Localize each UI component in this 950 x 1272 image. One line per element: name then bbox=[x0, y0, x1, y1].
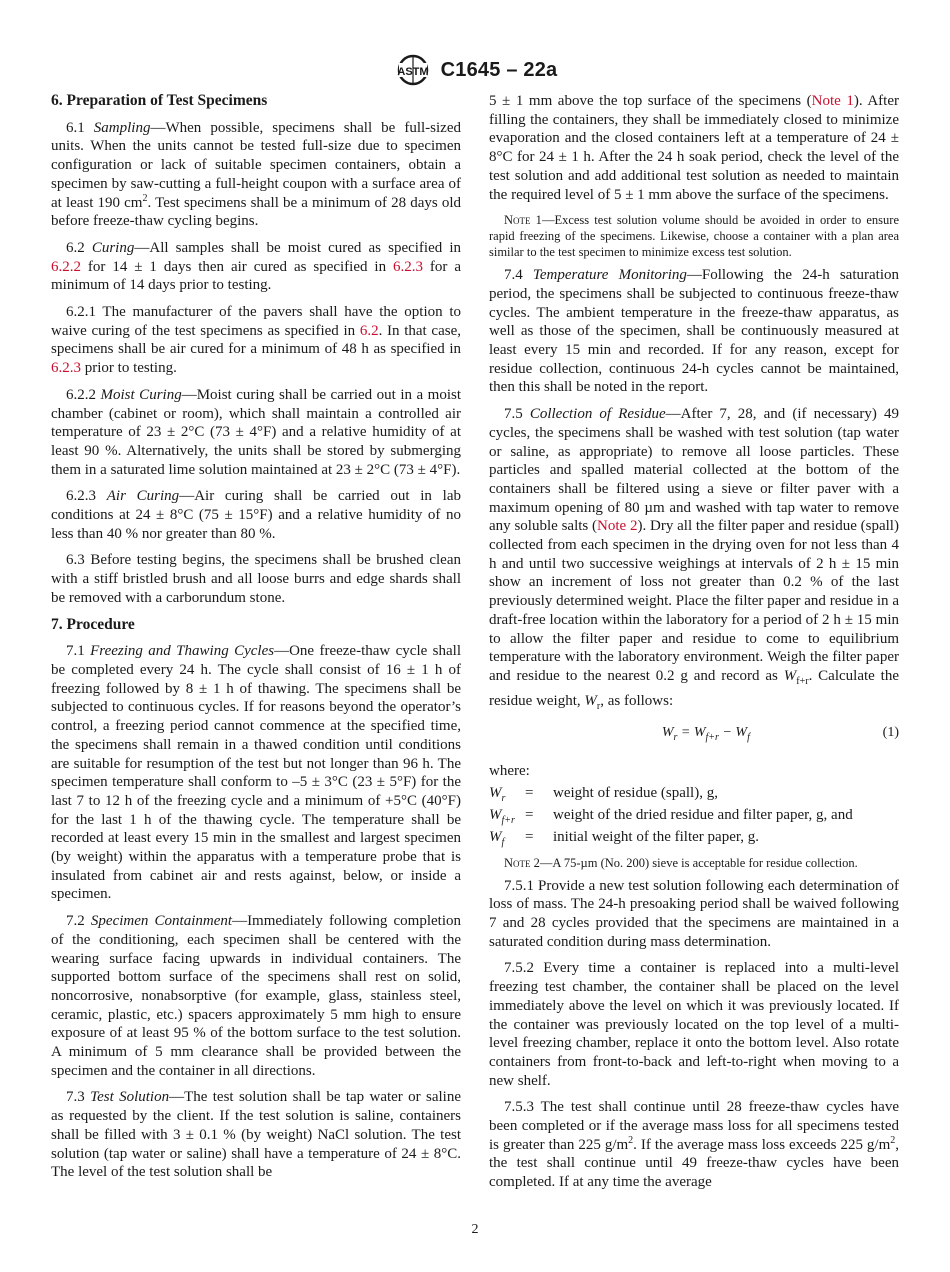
link-note-2[interactable]: Note 2 bbox=[597, 518, 638, 535]
left-column bbox=[51, 92, 461, 1190]
para-7-5-1: 7.5.1 Provide a new test solution following each determination of loss of mass. The 24-h presoaking period shall be waived following 7 and 28 cycles provided that the specimens are maintained in a saturated condition during mass determination. bbox=[489, 877, 899, 950]
svg-text:ASTM: ASTM bbox=[397, 66, 429, 78]
para-6-1: 6.1 Sampling—When possible, specimens shall be full-sized units. When the units cannot be tested full-size due to specimen configuration or lack of suitable specimen containers, obtain a specimen by saw-cutting a full-height coupon with a surface area of at least 190 $cm^2$. Test specimens shall be a minimum of 28 days old before freeze-thaw cycling begins. bbox=[51, 119, 462, 230]
definition-row: $W_{f+r}$ = weight of the dried residue and filter paper, g, and bbox=[489, 806, 853, 826]
para-6-2-3: 6.2.3 Air Curing—Air curing shall be carried out in lab conditions at 24 ± 8°C (75 ± 15°F) and a relative humidity of no less than 40 % nor greater than 80 %. bbox=[51, 488, 461, 542]
standard-code: C1645 – 22a bbox=[440, 58, 558, 81]
para-6-2: 6.2 Curing—All samples shall be moist cured as specified in 6.2.2 for 14 ± 1 days then air cured as specified in 6.2.3 for a minimum of 14 days prior to testing. bbox=[51, 239, 462, 294]
page-number: 2 bbox=[471, 1222, 479, 1237]
para-7-1: 7.1 Freezing and Thawing Cycles—One freeze-thaw cycle shall be completed every 24 h. The cycle shall consist of 16 ± 1 h of freezing followed by 8 ± 1 h of thawing. The specimens shall be subjected to continuous cycles. If for reasons beyond the operator’s control, a freezing period cannot commence at the specified time, the specimens shall remain in a thawed condition until conditions are suitable for resumption of the test but not longer than 96 h. The specimen temperature shall conform to –5 ± 3°C (23 ± 5°F) for the last 7 to 12 h of the freezing cycle and a minimum of +5°C (40°F) for the last 1 h of the thawing cycle. The temperature shall be recorded at least every 15 min in the smallest and largest specimen (by weight) within the apparatus with a temperature probe that is insulated from cabinet air and rests against, below, or inside a specimen. bbox=[51, 643, 461, 903]
astm-logo-icon bbox=[393, 52, 433, 88]
note-2: Note 2—A 75-µm (No. 200) sieve is acceptable for residue collection. bbox=[504, 855, 858, 870]
link-6-2[interactable]: 6.2 bbox=[359, 322, 379, 339]
link-note-1[interactable]: Note 1 bbox=[811, 93, 854, 109]
para-7-5-2: 7.5.2 Every time a container is replaced into a multi-level freezing test chamber, the container shall be placed on the level immediately above the level on which it was previously located. If the container was previously located on the top level of a multi-level freezing chamber, replace it onto the bottom level. Also rotate containers from front-to-back and left-to-right when moving to a new shelf. bbox=[489, 960, 899, 1089]
equation-1: $W_r = W_{f+r} - W_f$ (1) bbox=[489, 724, 899, 748]
page-header bbox=[0, 52, 950, 88]
para-7-5-3: 7.5.3 The test shall continue until 28 freeze-thaw cycles have been completed or if the average mass loss for all specimens tested is greater than 225 $g/m^2$. If the average mass loss exceeds 225 $g/m^2$, the test shall continue until 49 freeze-thaw cycles have been completed. If at any time the average bbox=[489, 1099, 899, 1191]
para-7-3-continued: 5 ± 1 mm above the top surface of the specimens (Note 1). After filling the containers, they shall be immediately closed to minimize evaporation and the closed containers left at a temperature of 24 ± 8°C for 24 ± 1 h. After the 24 h soak period, check the level of the test solution and add additional test solution as needed to maintain the required level of 5 ± 1 mm above the surface of the specimens. bbox=[489, 93, 899, 203]
where-label: where: bbox=[489, 762, 530, 779]
para-7-4: 7.4 Temperature Monitoring—Following the 24-h saturation period, the specimens shall be subjected to continuous freeze-thaw cycles. The ambient temperature in the freeze-thaw apparatus, as well as those of the specimen, shall be continuously measured at least every 15 min and recorded. If for any reason, except for residue collection, continuous 24-h cycles cannot be maintained, then this shall be noted in the report. bbox=[489, 267, 899, 396]
note-1: Note 1—Excess test solution volume should be avoided in order to ensure rapid freezing of the specimens. Likewise, choose a container with a plan area similar to the test specimen to minimize excess test solution. bbox=[489, 213, 899, 260]
link-6-2-3[interactable]: 6.2.3 bbox=[51, 360, 81, 377]
para-6-3: 6.3 Before testing begins, the specimens shall be brushed clean with a stiff bristled brush and all loose burrs and edge shards shall be removed with a carborundum stone. bbox=[51, 552, 461, 606]
equation-number: (1) bbox=[882, 725, 899, 741]
para-7-5: 7.5 Collection of Residue—After 7, 28, and (if necessary) 49 cycles, the specimens shall be washed with test solution (tap water or saline, as appropriate) to remove all loose particles. These particles and spalled material collected at the bottom of the containers shall be filtered using a sieve or filter paver with a maximum opening of 80 µm and washed with tap water to remove any soluble salts (Note 2). Dry all the filter paper and residue (spall) collected from each specimen in the drying oven for not less than 4 h and until two successive weighings at intervals of 2 h ± 15 min show an increment of loss not greater than 0.2 % of the last previously determined weight. Place the filter paper and residue in a draft-free location within the laboratory for a period of 2 h ± 15 min to allow the filter paper and residue to come to equilibrium temperature with the laboratory environment. Weigh the filter paper and residue to the nearest 0.2 g and record as $W_{f+r}$. Calculate the residue weight, $W_r$, as follows: bbox=[489, 406, 899, 712]
para-7-2: 7.2 Specimen Containment—Immediately following completion of the conditioning, each specimen shall be centered with the wearing surface facing upwards in individual containers. The supported bottom surface of the specimens shall rest on solid, noncorrosive, nonabsorptive (for example, glass, stainless steel, ceramic, plastic, etc.) spacers approximately 5 mm high to ensure exposure of at least 95 % of the bottom surface to the test solution. A minimum of 5 mm clearance shall be provided between the specimen and the container in all directions. bbox=[51, 913, 462, 1079]
definition-row: $W_r$ = weight of residue (spall), g, bbox=[489, 784, 718, 804]
link-6-2-3[interactable]: 6.2.3 bbox=[393, 258, 423, 275]
section-7-title: 7. Procedure bbox=[51, 615, 135, 633]
section-6-title: 6. Preparation of Test Specimens bbox=[51, 92, 268, 109]
definition-row: $W_f$ = initial weight of the filter paper, g. bbox=[489, 828, 760, 848]
para-6-2-1: 6.2.1 The manufacturer of the pavers shall have the option to waive curing of the test specimens as specified in 6.2. In that case, specimens shall be air cured for a minimum of 48 h as specified in 6.2.3 prior to testing. bbox=[51, 304, 461, 377]
right-column bbox=[489, 92, 899, 1200]
para-7-3: 7.3 Test Solution—The test solution shall be tap water or saline as requested by the client. If the test solution is saline, containers shall be filled with 3 ± 0.1 % (by weight) NaCl solution. The test solution (tap water or saline) shall have a temperature of 24 ± 8°C. The level of the test solution shall be bbox=[51, 1089, 461, 1181]
para-6-2-2: 6.2.2 Moist Curing—Moist curing shall be carried out in a moist chamber (cabinet or room), which shall maintain a controlled air temperature of 23 ± 2°C (73 ± 4°F) and a relative humidity of at least 90 %. Alternatively, the units shall be stored by submerging them in a saturated lime solution maintained at 23 ± 2°C (73 ± 4°F). bbox=[51, 386, 462, 478]
link-6-2-2[interactable]: 6.2.2 bbox=[51, 258, 81, 275]
definitions-table bbox=[489, 785, 853, 851]
